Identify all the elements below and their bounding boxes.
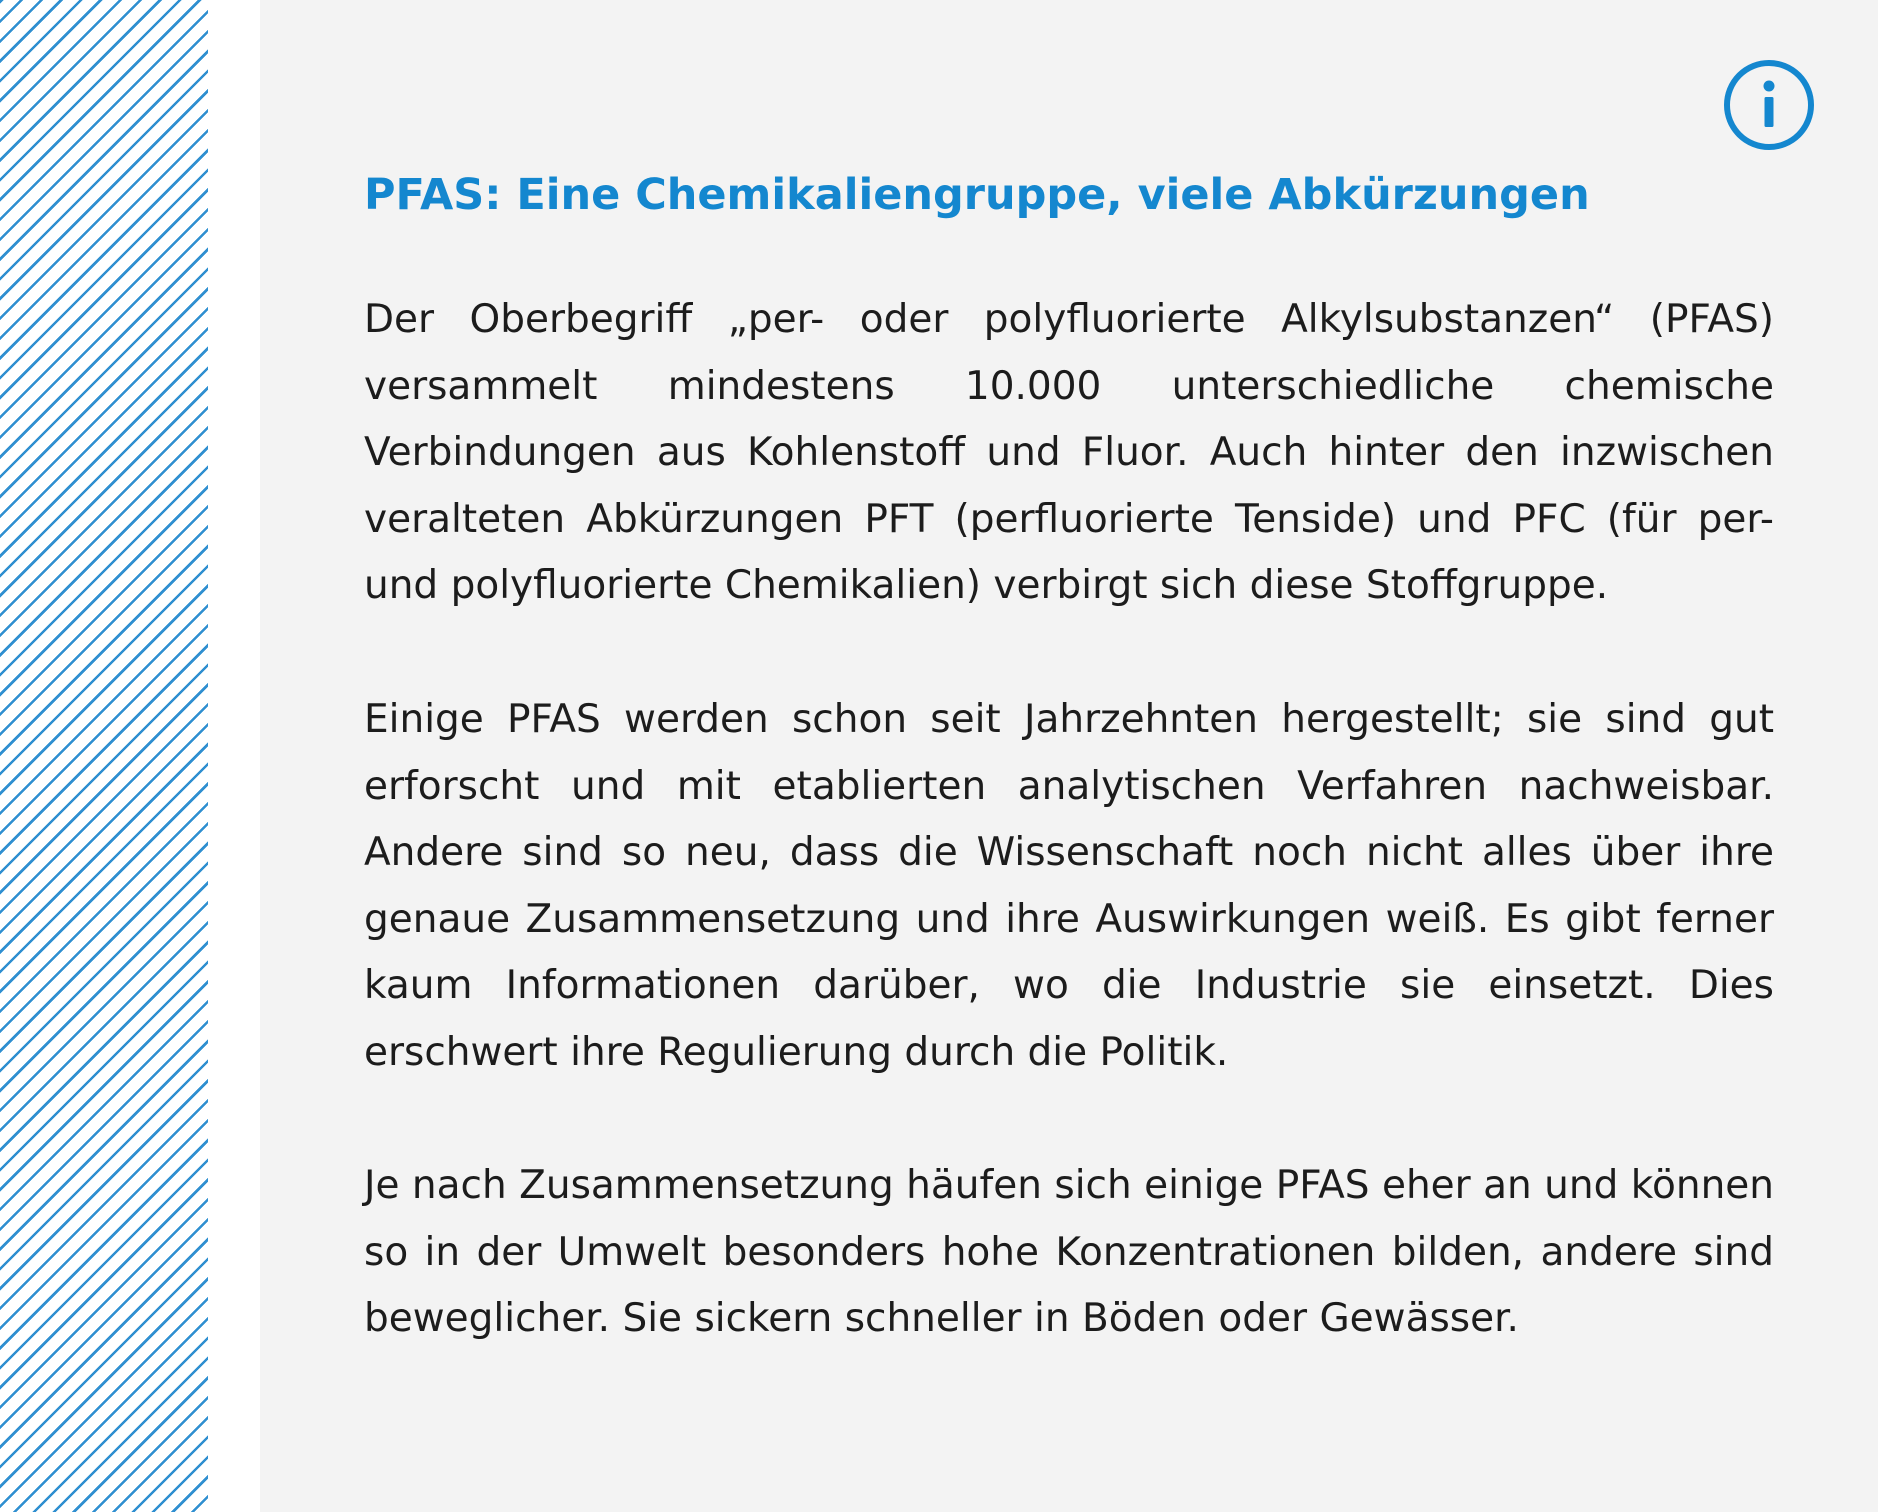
page-title: PFAS: Eine Chemikaliengruppe, viele Abkürzungen	[364, 170, 1590, 220]
paragraph-environment: Je nach Zusammensetzung häufen sich einige PFAS eher an und können so in der Umwelt besonders hohe Konzentrationen bilden, andere sind beweglicher. Sie sickern schneller in Böden oder Gewässer.	[364, 1163, 1774, 1342]
decorative-stripe-panel	[0, 0, 208, 1512]
paragraph-research-status: Einige PFAS werden schon seit Jahrzehnten hergestellt; sie sind gut erforscht und mit etablierten analytischen Verfahren nachweisbar. Andere sind so neu, dass die Wissenschaft noch nicht alles über ihre genaue Zusammensetzung und ihre Auswirkungen weiß. Es gibt ferner kaum Informationen darüber, wo die Industrie sie einsetzt. Dies erschwert ihre Regulierung durch die Politik.	[364, 697, 1774, 1075]
info-icon	[1723, 59, 1815, 151]
paragraph-definition: Der Oberbegriff „per- oder polyfluorierte Alkylsubstanzen“ (PFAS) versammelt mindestens 10.000 unterschiedliche chemische Verbindungen aus Kohlenstoff und Fluor. Auch hinter den inzwischen veralteten Abkürzungen PFT (perfluorierte Tenside) und PFC (für per- und polyfluorierte Chemikalien) verbirgt sich diese Stoffgruppe.	[364, 297, 1774, 609]
